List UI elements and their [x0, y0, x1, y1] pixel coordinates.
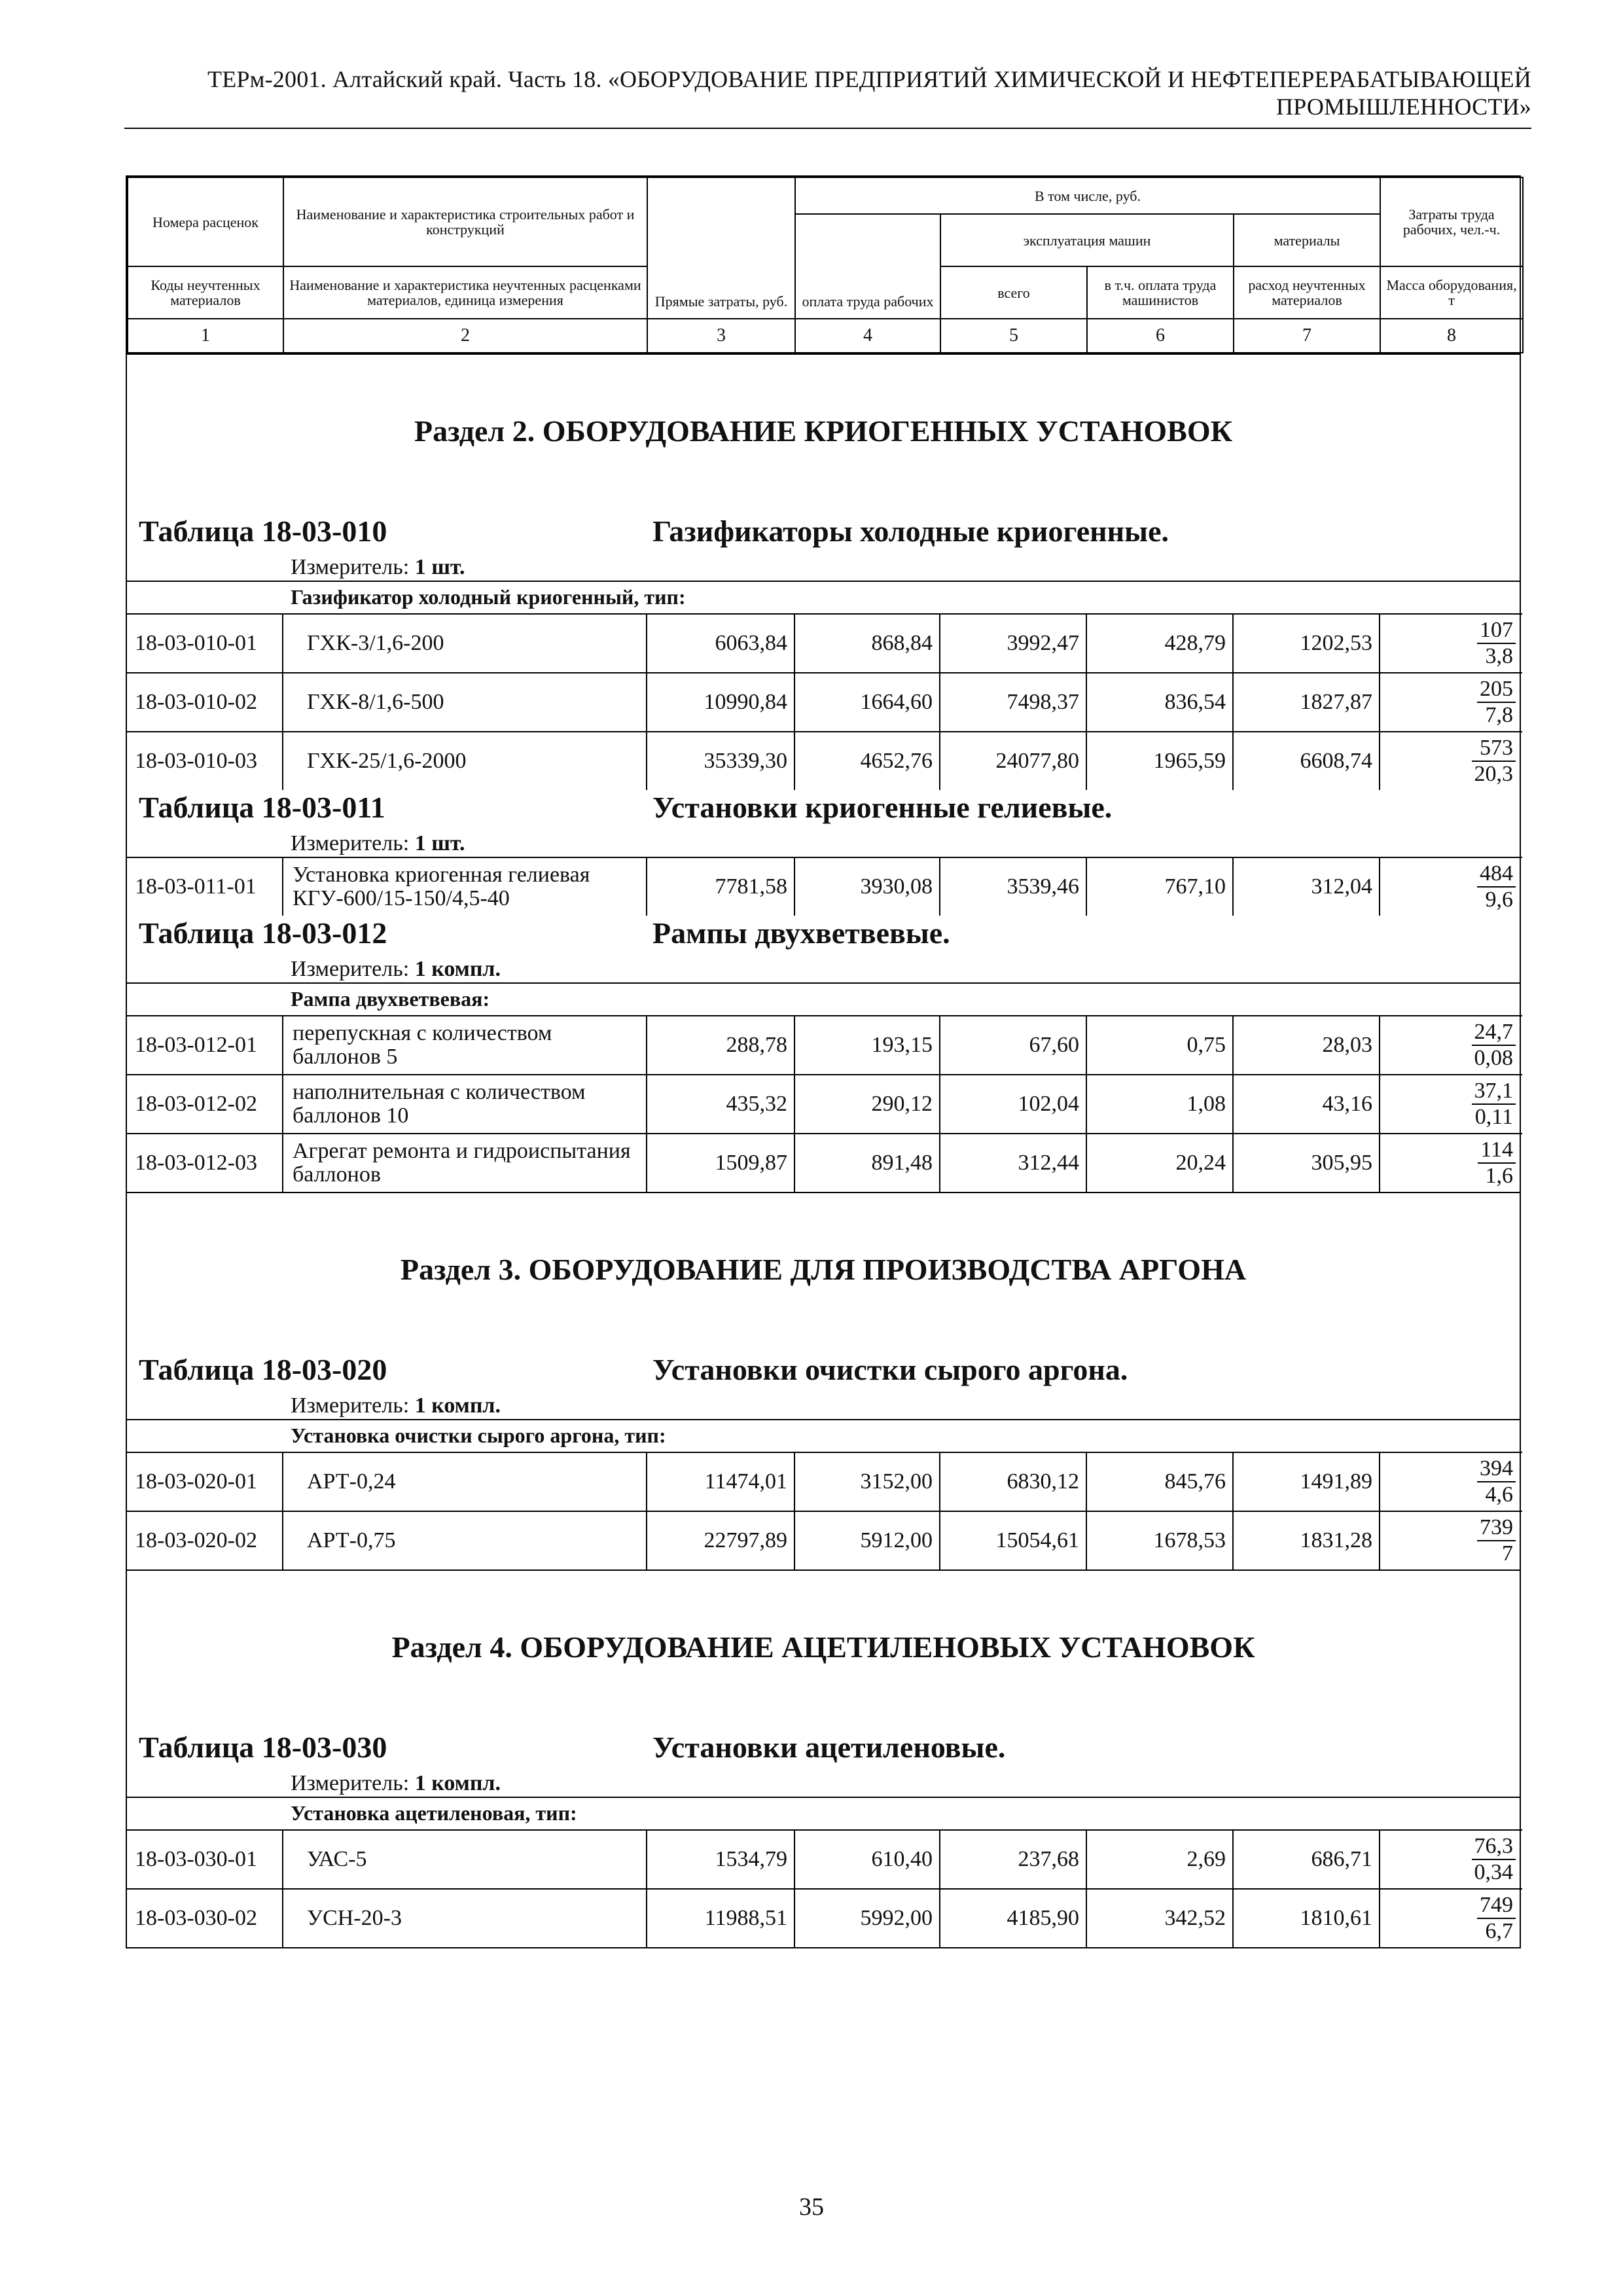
rate-code: 18-03-010-01 [127, 614, 283, 673]
rate-code: 18-03-030-01 [127, 1830, 283, 1889]
labor-mass-cell [1380, 1452, 1522, 1511]
equipment-mass: 4,6 [1485, 1482, 1513, 1507]
table-row [127, 1134, 1522, 1192]
group-subheader: Газификатор холодный криогенный, тип: [127, 581, 1520, 613]
col7-header: расход неучтенных материалов [1234, 266, 1380, 319]
labor-mass-fraction [1472, 1079, 1516, 1130]
table-row [127, 857, 1522, 916]
labor-cost: 205 [1477, 677, 1516, 703]
cost-c5: 67,60 [940, 1016, 1086, 1075]
cost-c5: 7498,37 [940, 673, 1086, 732]
cost-c7: 1831,28 [1233, 1511, 1380, 1570]
table-number: Таблица 18-03-011 [139, 791, 385, 824]
table-heading [127, 514, 1520, 554]
cost-c3: 1534,79 [647, 1830, 794, 1889]
labor-cost: 573 [1472, 736, 1516, 762]
cost-c6: 767,10 [1086, 857, 1233, 916]
measure-label: Измеритель: [291, 957, 410, 981]
header-line-1: ТЕРм-2001. Алтайский край. Часть 18. «ОБОРУДОВАНИЕ ПРЕДПРИЯТИЙ ХИМИЧЕСКОЙ И НЕФТЕПЕРЕРАБАТЫВАЮЩЕЙ [207, 66, 1531, 92]
group-subheader: Установка очистки сырого аргона, тип: [127, 1419, 1520, 1452]
column-number: 2 [283, 319, 647, 353]
table-number: Таблица 18-03-030 [139, 1731, 387, 1764]
column-numbers-row [128, 319, 1523, 353]
rate-code: 18-03-011-01 [127, 857, 283, 916]
labor-mass-fraction [1472, 736, 1516, 787]
measure-value: 1 шт. [414, 831, 465, 855]
cost-c7: 305,95 [1233, 1134, 1380, 1192]
cost-c4: 4652,76 [794, 732, 940, 790]
labor-mass-cell [1380, 1016, 1522, 1075]
table-name: Установки очистки сырого аргона. [652, 1353, 1128, 1386]
table-row [127, 614, 1522, 673]
cost-c7: 1491,89 [1233, 1452, 1380, 1511]
cost-c5: 312,44 [940, 1134, 1086, 1192]
labor-cost: 24,7 [1472, 1020, 1516, 1046]
table-row [127, 732, 1522, 790]
table-heading [127, 1352, 1520, 1393]
measure-unit [127, 1770, 1520, 1797]
equipment-mass: 7 [1502, 1541, 1513, 1566]
cost-c5: 237,68 [940, 1830, 1086, 1889]
cost-c5: 102,04 [940, 1075, 1086, 1134]
rates-table [127, 857, 1522, 916]
section-title: Раздел 2. ОБОРУДОВАНИЕ КРИОГЕННЫХ УСТАНОВОК [127, 353, 1520, 514]
rate-code: 18-03-012-01 [127, 1016, 283, 1075]
col1-top-header: Номера расценок [128, 177, 283, 266]
price-table [126, 175, 1521, 1948]
labor-cost: 739 [1477, 1515, 1516, 1541]
rate-name: Агрегат ремонта и гидроиспытания баллонов [283, 1134, 647, 1192]
equipment-mass: 0,11 [1474, 1105, 1513, 1129]
cost-c4: 1664,60 [794, 673, 940, 732]
measure-label: Измеритель: [291, 555, 410, 579]
rate-code: 18-03-010-02 [127, 673, 283, 732]
column-number: 4 [795, 319, 940, 353]
rate-name: ГХК-8/1,6-500 [283, 673, 647, 732]
table-number: Таблица 18-03-010 [139, 514, 387, 548]
group-subheader: Установка ацетиленовая, тип: [127, 1797, 1520, 1829]
cost-c5: 4185,90 [940, 1889, 1086, 1947]
cost-c3: 435,32 [647, 1075, 794, 1134]
col2-top-header: Наименование и характеристика строительных работ и конструкций [283, 177, 647, 266]
equipment-mass: 6,7 [1485, 1919, 1513, 1943]
cost-c7: 43,16 [1233, 1075, 1380, 1134]
table-heading [127, 1730, 1520, 1770]
table-row [127, 1016, 1522, 1075]
cost-c4: 5912,00 [794, 1511, 940, 1570]
table-row [127, 1889, 1522, 1947]
labor-cost: 37,1 [1472, 1079, 1516, 1105]
labor-mass-cell [1380, 673, 1522, 732]
labor-mass-fraction [1477, 1456, 1516, 1507]
cost-c4: 193,15 [794, 1016, 940, 1075]
cost-c7: 312,04 [1233, 857, 1380, 916]
rates-table [127, 1829, 1522, 1947]
labor-mass-cell [1380, 732, 1522, 790]
measure-label: Измеритель: [291, 1393, 410, 1418]
rates-table [127, 1015, 1522, 1192]
table-number: Таблица 18-03-020 [139, 1353, 387, 1386]
header-rule [124, 128, 1531, 129]
rate-code: 18-03-012-02 [127, 1075, 283, 1134]
rate-name: УСН-20-3 [283, 1889, 647, 1947]
section-title: Раздел 3. ОБОРУДОВАНИЕ ДЛЯ ПРОИЗВОДСТВА АРГОНА [127, 1192, 1520, 1352]
running-header [124, 65, 1531, 120]
measure-unit [127, 831, 1520, 857]
column-header [127, 177, 1524, 353]
cost-c4: 5992,00 [794, 1889, 940, 1947]
rate-name: наполнительная с количеством баллонов 10 [283, 1075, 647, 1134]
rate-code: 18-03-012-03 [127, 1134, 283, 1192]
table-row [127, 1452, 1522, 1511]
cost-c6: 1678,53 [1086, 1511, 1233, 1570]
cost-c7: 1810,61 [1233, 1889, 1380, 1947]
cost-c3: 22797,89 [647, 1511, 794, 1570]
cost-c4: 610,40 [794, 1830, 940, 1889]
table-row [127, 1511, 1522, 1570]
labor-mass-cell [1380, 614, 1522, 673]
equipment-mass: 7,8 [1485, 703, 1513, 727]
cost-c3: 35339,30 [647, 732, 794, 790]
labor-cost: 394 [1477, 1456, 1516, 1482]
cost-c6: 0,75 [1086, 1016, 1233, 1075]
equipment-mass: 20,3 [1474, 762, 1513, 786]
rate-code: 18-03-020-02 [127, 1511, 283, 1570]
labor-cost: 484 [1477, 861, 1516, 888]
labor-mass-cell [1380, 857, 1522, 916]
cost-c7: 28,03 [1233, 1016, 1380, 1075]
cost-c4: 891,48 [794, 1134, 940, 1192]
cost-c6: 20,24 [1086, 1134, 1233, 1192]
equipment-mass: 1,6 [1485, 1164, 1513, 1188]
rate-code: 18-03-030-02 [127, 1889, 283, 1947]
table-name: Установки криогенные гелиевые. [652, 791, 1113, 824]
rate-name: АРТ-0,75 [283, 1511, 647, 1570]
table-number: Таблица 18-03-012 [139, 916, 387, 950]
labor-cost: 114 [1478, 1138, 1516, 1164]
rates-table [127, 613, 1522, 790]
page-number: 35 [799, 2193, 824, 2221]
measure-value: 1 шт. [414, 555, 465, 579]
cost-c4: 3152,00 [794, 1452, 940, 1511]
labor-mass-fraction [1477, 1893, 1516, 1944]
table-row [127, 1075, 1522, 1134]
column-number: 7 [1234, 319, 1380, 353]
cost-c6: 2,69 [1086, 1830, 1233, 1889]
labor-mass-cell [1380, 1889, 1522, 1947]
measure-unit [127, 956, 1520, 982]
col2-bottom-header: Наименование и характеристика неучтенных расценками материалов, единица измерения [283, 266, 647, 319]
equipment-mass: 0,08 [1474, 1046, 1513, 1070]
table-row [127, 1830, 1522, 1889]
col8-top-header: Затраты труда рабочих, чел.-ч. [1380, 177, 1523, 266]
cost-c3: 7781,58 [647, 857, 794, 916]
cost-c7: 1827,87 [1233, 673, 1380, 732]
col5-header: всего [940, 266, 1087, 319]
table-body [127, 353, 1520, 1947]
cost-c4: 3930,08 [794, 857, 940, 916]
col3-header: Прямые затраты, руб. [647, 177, 795, 319]
rate-name: АРТ-0,24 [283, 1452, 647, 1511]
rate-name: ГХК-25/1,6-2000 [283, 732, 647, 790]
materials-header: материалы [1234, 214, 1380, 266]
col1-bottom-header: Коды неучтенных материалов [128, 266, 283, 319]
cost-c3: 1509,87 [647, 1134, 794, 1192]
section-title: Раздел 4. ОБОРУДОВАНИЕ АЦЕТИЛЕНОВЫХ УСТАНОВОК [127, 1570, 1520, 1730]
labor-mass-cell [1380, 1075, 1522, 1134]
measure-unit [127, 1393, 1520, 1419]
cost-c6: 845,76 [1086, 1452, 1233, 1511]
cost-c7: 6608,74 [1233, 732, 1380, 790]
measure-value: 1 компл. [414, 1393, 501, 1418]
labor-cost: 76,3 [1472, 1834, 1516, 1860]
column-number: 8 [1380, 319, 1523, 353]
equipment-mass: 0,34 [1474, 1860, 1513, 1884]
measure-value: 1 компл. [414, 1771, 501, 1795]
labor-cost: 749 [1477, 1893, 1516, 1919]
rate-name: Установка криогенная гелиевая КГУ-600/15-150/4,5-40 [283, 857, 647, 916]
column-number: 3 [647, 319, 795, 353]
labor-mass-cell [1380, 1830, 1522, 1889]
cost-c3: 11474,01 [647, 1452, 794, 1511]
labor-mass-fraction [1477, 618, 1516, 669]
header-line-2: ПРОМЫШЛЕННОСТИ» [1275, 94, 1531, 120]
labor-mass-fraction [1478, 1138, 1516, 1189]
cost-c6: 836,54 [1086, 673, 1233, 732]
labor-cost: 107 [1477, 618, 1516, 644]
labor-mass-fraction [1477, 1515, 1516, 1566]
table-name: Газификаторы холодные криогенные. [652, 514, 1169, 548]
rate-name: ГХК-3/1,6-200 [283, 614, 647, 673]
labor-mass-fraction [1477, 677, 1516, 728]
measure-label: Измеритель: [291, 1771, 410, 1795]
equipment-mass: 3,8 [1485, 644, 1513, 668]
cost-c5: 15054,61 [940, 1511, 1086, 1570]
labor-mass-fraction [1477, 861, 1516, 912]
table-heading [127, 916, 1520, 956]
cost-c5: 3539,46 [940, 857, 1086, 916]
column-number: 5 [940, 319, 1087, 353]
col6-header: в т.ч. оплата труда машинистов [1087, 266, 1234, 319]
measure-unit [127, 554, 1520, 581]
column-number: 1 [128, 319, 283, 353]
cost-c6: 342,52 [1086, 1889, 1233, 1947]
cost-c7: 686,71 [1233, 1830, 1380, 1889]
col4-header: оплата труда рабочих [795, 214, 940, 319]
cost-c5: 24077,80 [940, 732, 1086, 790]
table-name: Установки ацетиленовые. [652, 1731, 1006, 1764]
rate-name: УАС-5 [283, 1830, 647, 1889]
labor-mass-fraction [1472, 1020, 1516, 1071]
table-row [127, 673, 1522, 732]
equipment-mass: 9,6 [1485, 888, 1513, 912]
cost-c4: 290,12 [794, 1075, 940, 1134]
table-heading [127, 790, 1520, 831]
machines-header: эксплуатация машин [940, 214, 1234, 266]
group-subheader: Рампа двухветвевая: [127, 982, 1520, 1015]
labor-mass-cell [1380, 1134, 1522, 1192]
cost-c3: 10990,84 [647, 673, 794, 732]
rate-code: 18-03-010-03 [127, 732, 283, 790]
rate-code: 18-03-020-01 [127, 1452, 283, 1511]
cost-c6: 1,08 [1086, 1075, 1233, 1134]
rates-table [127, 1452, 1522, 1570]
labor-mass-fraction [1472, 1834, 1516, 1885]
cost-c3: 6063,84 [647, 614, 794, 673]
cost-c6: 428,79 [1086, 614, 1233, 673]
rate-name: перепускная с количеством баллонов 5 [283, 1016, 647, 1075]
cost-c4: 868,84 [794, 614, 940, 673]
included-header: В том числе, руб. [795, 177, 1380, 214]
measure-value: 1 компл. [414, 957, 501, 981]
cost-c7: 1202,53 [1233, 614, 1380, 673]
column-number: 6 [1087, 319, 1234, 353]
cost-c5: 3992,47 [940, 614, 1086, 673]
measure-label: Измеритель: [291, 831, 410, 855]
cost-c5: 6830,12 [940, 1452, 1086, 1511]
cost-c3: 288,78 [647, 1016, 794, 1075]
cost-c3: 11988,51 [647, 1889, 794, 1947]
cost-c6: 1965,59 [1086, 732, 1233, 790]
table-name: Рампы двухветвевые. [652, 916, 950, 950]
col8-bottom-header: Масса оборудования, т [1380, 266, 1523, 319]
labor-mass-cell [1380, 1511, 1522, 1570]
